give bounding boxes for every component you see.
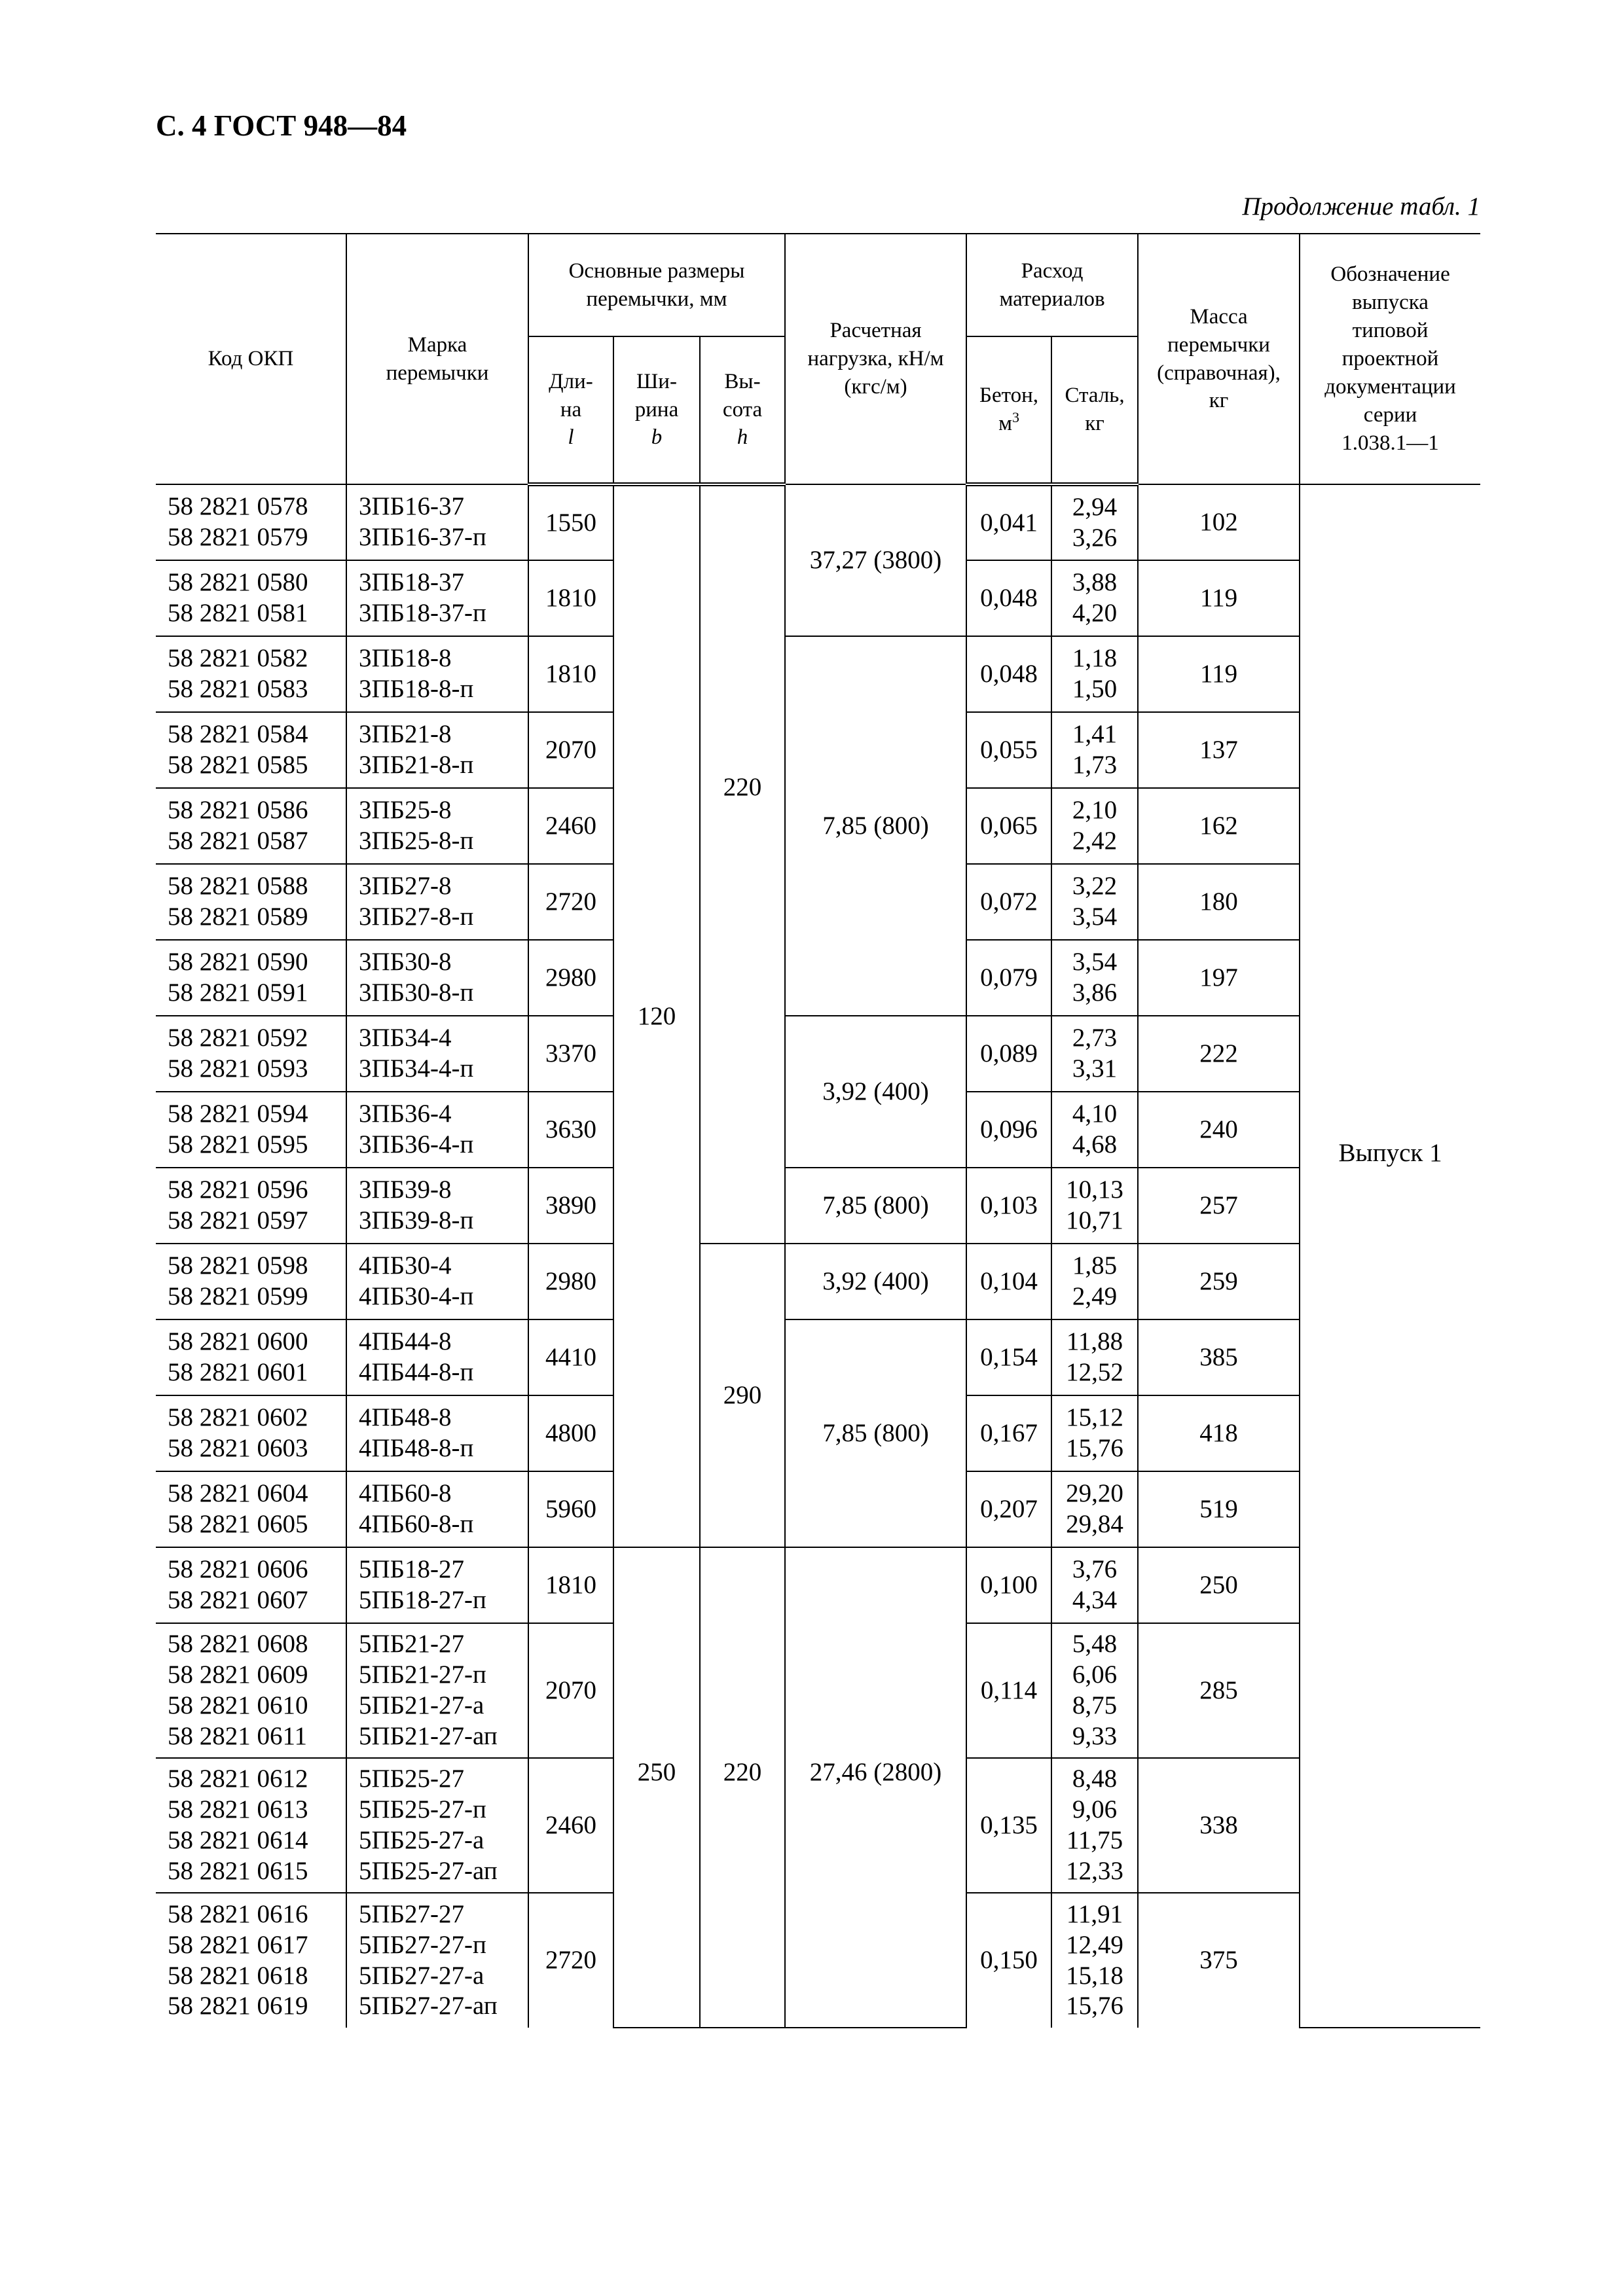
okp-code: 58 2821 0594 58 2821 0595: [156, 1092, 346, 1168]
load-3-92: 3,92 (400): [785, 1244, 966, 1319]
mass: 102: [1138, 484, 1300, 560]
mass: 259: [1138, 1244, 1300, 1319]
length: 2460: [528, 1758, 613, 1893]
okp-code: 58 2821 0582 58 2821 0583: [156, 636, 346, 712]
mass: 285: [1138, 1623, 1300, 1758]
okp-code: 58 2821 0580 58 2821 0581: [156, 560, 346, 636]
mass: 240: [1138, 1092, 1300, 1168]
okp-code: 58 2821 0592 58 2821 0593: [156, 1016, 346, 1092]
lintel-mark: 3ПБ18-37 3ПБ18-37-п: [346, 560, 528, 636]
lintel-mark: 3ПБ34-4 3ПБ34-4-п: [346, 1016, 528, 1092]
steel: 3,54 3,86: [1051, 940, 1138, 1016]
table-row: [156, 1168, 1480, 1244]
lintel-mark: 3ПБ25-8 3ПБ25-8-п: [346, 788, 528, 864]
concrete: 0,048: [966, 560, 1051, 636]
concrete: 0,150: [966, 1893, 1051, 2028]
table-row: [156, 484, 1480, 560]
mass: 119: [1138, 636, 1300, 712]
steel: 2,10 2,42: [1051, 788, 1138, 864]
header-concrete: Бетон, $м^3$: [966, 336, 1051, 484]
length: 2070: [528, 1623, 613, 1758]
load-27-46: 27,46 (2800): [785, 1547, 966, 2028]
okp-code: 58 2821 0596 58 2821 0597: [156, 1168, 346, 1244]
table-row: [156, 1244, 1480, 1319]
lintel-mark: 3ПБ16-37 3ПБ16-37-п: [346, 484, 528, 560]
concrete: 0,072: [966, 864, 1051, 940]
lintel-mark: 5ПБ18-27 5ПБ18-27-п: [346, 1547, 528, 1623]
concrete: 0,114: [966, 1623, 1051, 1758]
steel: 29,20 29,84: [1051, 1471, 1138, 1547]
header-release: Обозначение выпуска типовой проектной документации серии 1.038.1—1: [1300, 234, 1480, 484]
header-code: Код ОКП: [156, 234, 346, 484]
steel: 1,85 2,49: [1051, 1244, 1138, 1319]
table-row: [156, 1547, 1480, 1623]
length: 3890: [528, 1168, 613, 1244]
lintel-mark: 3ПБ39-8 3ПБ39-8-п: [346, 1168, 528, 1244]
concrete: 0,079: [966, 940, 1051, 1016]
mass: 197: [1138, 940, 1300, 1016]
lintel-mark: 3ПБ30-8 3ПБ30-8-п: [346, 940, 528, 1016]
mass: 338: [1138, 1758, 1300, 1893]
header-length: Дли- на l: [528, 336, 613, 484]
length: 1810: [528, 1547, 613, 1623]
length: 2070: [528, 712, 613, 788]
okp-code: 58 2821 0588 58 2821 0589: [156, 864, 346, 940]
load-37-27: 37,27 (3800): [785, 484, 966, 636]
page-header: С. 4 ГОСТ 948—84: [156, 109, 407, 142]
concrete: 0,154: [966, 1319, 1051, 1395]
steel: 2,94 3,26: [1051, 484, 1138, 560]
okp-code: 58 2821 0600 58 2821 0601: [156, 1319, 346, 1395]
length: 4410: [528, 1319, 613, 1395]
concrete: 0,041: [966, 484, 1051, 560]
concrete: 0,096: [966, 1092, 1051, 1168]
okp-code: 58 2821 0604 58 2821 0605: [156, 1471, 346, 1547]
mass: 418: [1138, 1395, 1300, 1471]
length: 3630: [528, 1092, 613, 1168]
okp-code: 58 2821 0608 58 2821 0609 58 2821 0610 58 2821 0611: [156, 1623, 346, 1758]
lintel-mark: 4ПБ60-8 4ПБ60-8-п: [346, 1471, 528, 1547]
concrete: 0,065: [966, 788, 1051, 864]
length: 2720: [528, 864, 613, 940]
height-220: 220: [700, 484, 785, 1244]
length: 4800: [528, 1395, 613, 1471]
okp-code: 58 2821 0612 58 2821 0613 58 2821 0614 58 2821 0615: [156, 1758, 346, 1893]
header-mark: Марка перемычки: [346, 234, 528, 484]
width-120: 120: [613, 484, 700, 1547]
lintel-mark: 4ПБ30-4 4ПБ30-4-п: [346, 1244, 528, 1319]
okp-code: 58 2821 0584 58 2821 0585: [156, 712, 346, 788]
steel: 11,88 12,52: [1051, 1319, 1138, 1395]
mass: 119: [1138, 560, 1300, 636]
mass: 375: [1138, 1893, 1300, 2028]
length: 2980: [528, 940, 613, 1016]
continuation-label: Продолжение табл. 1: [1242, 192, 1480, 221]
height-220: 220: [700, 1547, 785, 2028]
header-mass: Масса перемычки (справочная), кг: [1138, 234, 1300, 484]
lintel-mark: 3ПБ18-8 3ПБ18-8-п: [346, 636, 528, 712]
concrete: 0,167: [966, 1395, 1051, 1471]
lintel-mark: 5ПБ25-27 5ПБ25-27-п 5ПБ25-27-а 5ПБ25-27-ап: [346, 1758, 528, 1893]
steel: 10,13 10,71: [1051, 1168, 1138, 1244]
steel: 1,18 1,50: [1051, 636, 1138, 712]
table-row: [156, 1319, 1480, 1395]
header-height: Вы- сота h: [700, 336, 785, 484]
okp-code: 58 2821 0598 58 2821 0599: [156, 1244, 346, 1319]
length: 2460: [528, 788, 613, 864]
length: 3370: [528, 1016, 613, 1092]
load-7-85: 7,85 (800): [785, 1319, 966, 1547]
length: 2720: [528, 1893, 613, 2028]
mass: 162: [1138, 788, 1300, 864]
header-materials: Расход материалов: [966, 234, 1138, 336]
concrete: 0,104: [966, 1244, 1051, 1319]
load-7-85: 7,85 (800): [785, 636, 966, 1016]
mass: 180: [1138, 864, 1300, 940]
concrete: 0,048: [966, 636, 1051, 712]
lintel-mark: 5ПБ27-27 5ПБ27-27-п 5ПБ27-27-а 5ПБ27-27-ап: [346, 1893, 528, 2028]
steel: 4,10 4,68: [1051, 1092, 1138, 1168]
steel: 3,76 4,34: [1051, 1547, 1138, 1623]
steel: 11,91 12,49 15,18 15,76: [1051, 1893, 1138, 2028]
load-7-85: 7,85 (800): [785, 1168, 966, 1244]
steel: 3,88 4,20: [1051, 560, 1138, 636]
steel: 5,48 6,06 8,75 9,33: [1051, 1623, 1138, 1758]
okp-code: 58 2821 0606 58 2821 0607: [156, 1547, 346, 1623]
steel: 2,73 3,31: [1051, 1016, 1138, 1092]
header-steel: Сталь, кг: [1051, 336, 1138, 484]
steel: 3,22 3,54: [1051, 864, 1138, 940]
steel: 15,12 15,76: [1051, 1395, 1138, 1471]
load-3-92: 3,92 (400): [785, 1016, 966, 1168]
lintel-mark: 3ПБ36-4 3ПБ36-4-п: [346, 1092, 528, 1168]
width-250: 250: [613, 1547, 700, 2028]
table-row: [156, 1016, 1480, 1092]
mass: 137: [1138, 712, 1300, 788]
concrete: 0,207: [966, 1471, 1051, 1547]
mass: 257: [1138, 1168, 1300, 1244]
mass: 519: [1138, 1471, 1300, 1547]
okp-code: 58 2821 0590 58 2821 0591: [156, 940, 346, 1016]
concrete: 0,089: [966, 1016, 1051, 1092]
lintel-mark: 3ПБ27-8 3ПБ27-8-п: [346, 864, 528, 940]
lintel-mark: 4ПБ44-8 4ПБ44-8-п: [346, 1319, 528, 1395]
release-label: Выпуск 1: [1300, 484, 1480, 2028]
header-dims: Основные размеры перемычки, мм: [528, 234, 785, 336]
concrete: 0,135: [966, 1758, 1051, 1893]
okp-code: 58 2821 0616 58 2821 0617 58 2821 0618 58 2821 0619: [156, 1893, 346, 2028]
steel: 8,48 9,06 11,75 12,33: [1051, 1758, 1138, 1893]
height-290: 290: [700, 1244, 785, 1547]
okp-code: 58 2821 0586 58 2821 0587: [156, 788, 346, 864]
concrete: 0,103: [966, 1168, 1051, 1244]
okp-code: 58 2821 0602 58 2821 0603: [156, 1395, 346, 1471]
lintel-table: [156, 233, 1480, 2028]
table-row: [156, 636, 1480, 712]
concrete: 0,055: [966, 712, 1051, 788]
length: 1810: [528, 560, 613, 636]
mass: 385: [1138, 1319, 1300, 1395]
length: 1810: [528, 636, 613, 712]
length: 2980: [528, 1244, 613, 1319]
length: 1550: [528, 484, 613, 560]
mass: 222: [1138, 1016, 1300, 1092]
concrete: 0,100: [966, 1547, 1051, 1623]
header-width: Ши- рина b: [613, 336, 700, 484]
length: 5960: [528, 1471, 613, 1547]
lintel-mark: 3ПБ21-8 3ПБ21-8-п: [346, 712, 528, 788]
header-load: Расчетная нагрузка, кН/м (кгс/м): [785, 234, 966, 484]
okp-code: 58 2821 0578 58 2821 0579: [156, 484, 346, 560]
mass: 250: [1138, 1547, 1300, 1623]
lintel-mark: 5ПБ21-27 5ПБ21-27-п 5ПБ21-27-а 5ПБ21-27-ап: [346, 1623, 528, 1758]
steel: 1,41 1,73: [1051, 712, 1138, 788]
lintel-mark: 4ПБ48-8 4ПБ48-8-п: [346, 1395, 528, 1471]
